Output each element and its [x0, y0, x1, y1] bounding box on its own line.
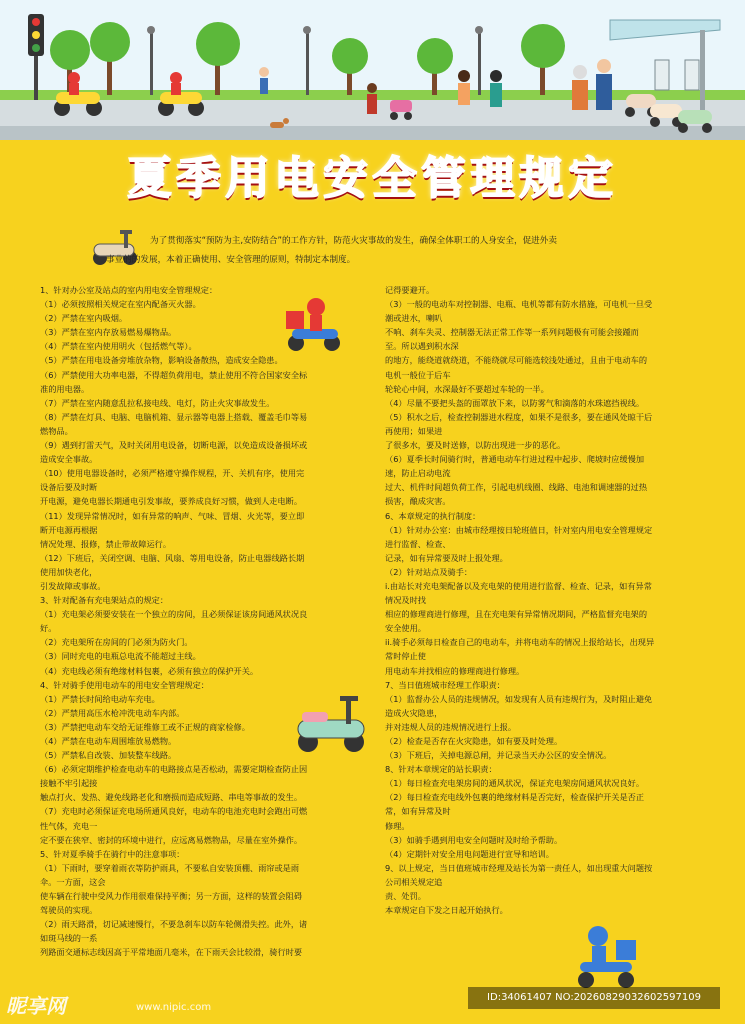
- rule-line: 如斑马线的一系: [40, 933, 98, 944]
- rule-line: 潮或进水，喇叭: [385, 313, 443, 324]
- rule-line: 燃物品。: [40, 425, 73, 436]
- intro-line: 事业的的发展，本着正确使用、安全管理的原则，特制定本制度。: [106, 255, 356, 265]
- rule-line: （1）针对办公室：由城市经理按日轮班值日，针对室内用电安全管理规定: [385, 524, 653, 535]
- pedestrian-icon: [367, 83, 377, 114]
- rule-line: 造成火灾隐患，: [385, 707, 443, 718]
- rule-line: （6）必须定期维护检查电动车的电路接点是否松动，需要定期检查防止因: [40, 764, 308, 775]
- page-title: 夏季用电安全管理规定: [127, 153, 618, 204]
- rule-line: （2）每日检查充电线外包裹的绝缘材料是否完好，检查保护开关是否正: [385, 792, 645, 803]
- rule-line: （1）必须按照相关规定在室内配备灭火器。: [40, 299, 201, 310]
- rule-line: （1）严禁长时间给电动车充电。: [40, 693, 160, 704]
- rule-line: （4）尽量不要把头盔的面罩放下来，以防雾气和滴落的水珠遮挡视线。: [385, 397, 645, 408]
- rule-line: i.由站长对充电架配备以及充电架的使用进行监督、检查、记录，如有异常: [385, 580, 652, 591]
- rule-line: 使车辆在行驶中受风力作用很难保持平衡；另一方面，这样的装置会阻碍: [40, 891, 303, 902]
- rule-line: （3）下班后，关掉电源总闸，并记录当天办公区的安全情况。: [385, 750, 612, 761]
- watermark-logo: 昵享网: [6, 994, 66, 1018]
- rule-line: （7）充电时必须保证充电场所通风良好，电动车的电池充电时会跑出可燃: [40, 806, 308, 817]
- rule-line: 驾驶员的实现。: [40, 905, 98, 916]
- watermark-url: www.nipic.com: [136, 1002, 212, 1013]
- watermark-id: ID:34061407 NO:20260829032602597109: [468, 987, 720, 1009]
- street-scene-illustration: [0, 0, 745, 140]
- rule-line: 损害，酿成灾害。: [385, 496, 451, 507]
- rule-line: 断开电源再根据: [40, 524, 98, 535]
- rule-line: （3）一般的电动车对控制器、电瓶、电机等都有防水措施，可电机一旦受: [385, 299, 653, 310]
- intro-line: 为了贯彻落实“预防为主,安防结合”的工作方针，防范火灾事故的发生，确保全体职工的人身安全，促进外卖: [150, 236, 557, 246]
- rule-line: 轮轮心中间，水深最好不要超过车轮的一半。: [385, 383, 549, 394]
- rule-line: 引发故障或事故。: [40, 580, 106, 591]
- delivery-rider-icon: [570, 920, 642, 990]
- rule-line: 至。所以遇到积水深: [385, 341, 459, 352]
- rule-line: 不响、刹车失灵、控制器无法正常工作等一系列问题极有可能会接踵而: [385, 327, 639, 338]
- rule-line: （2）严禁用高压水枪冲洗电动车内部。: [40, 707, 185, 718]
- rule-line: 定不要在狭窄、密封的环境中进行，应远离易燃物品，尽量在室外操作。: [40, 834, 303, 845]
- rule-line: 准的用电器。: [40, 383, 90, 394]
- rule-line: 情况处理、报修，禁止带故障运行。: [40, 538, 172, 549]
- rule-line: （2）针对站点及骑手：: [385, 566, 473, 577]
- rule-line: 开电源，避免电器长期通电引发事故，要养成良好习惯，做到人走电断。: [40, 496, 303, 507]
- rule-line: （1）下雨时，要穿着雨衣等防护雨具，不要私自安装顶棚、雨帘或是雨: [40, 862, 300, 873]
- pedestrian-icon: [572, 65, 588, 110]
- rule-line: （2）充电架所在房间的门必须为防火门。: [40, 637, 193, 648]
- rule-line: 进行监督、检查、: [385, 538, 451, 549]
- rule-line: 记得要避开。: [385, 285, 435, 295]
- rule-line: 性气体，充电一: [40, 820, 98, 831]
- rule-line: 公司相关规定追: [385, 876, 443, 887]
- rule-line: （5）积水之后，检查控制器进水程度，如果不是很多，要在通风处晾干后: [385, 411, 653, 422]
- rule-line: 情况及时找: [385, 595, 426, 606]
- rule-line: 设备后要及时断: [40, 482, 98, 493]
- rule-line: 常，如有异常及时: [385, 806, 451, 817]
- rule-line: （1）每日检查充电架房间的通风状况，保证充电架房间通风状况良好。: [385, 778, 645, 789]
- rule-line: 电机一般位于后车: [385, 369, 451, 380]
- rule-line: 4、针对骑手使用电动车的用电安全管理规定：: [40, 679, 209, 690]
- rule-line: （4）定期针对安全用电问题进行宣导和培训。: [385, 848, 554, 859]
- sidewalk: [0, 126, 745, 140]
- rule-line: （1）监督办公人员的违规情况，如发现有人员有违规行为，及时阻止避免: [385, 693, 653, 704]
- rule-line: 接触不牢引起接: [40, 778, 98, 789]
- pedestrian-icon: [458, 70, 470, 105]
- pedestrian-icon: [259, 67, 269, 94]
- rule-line: （4）充电线必须有绝缘材料包裹，必须有独立的保护开关。: [40, 665, 259, 676]
- rule-line: 7、当日值班城市经理工作职责：: [385, 679, 505, 690]
- rule-line: （3）如骑手遇到用电安全问题时及时给予帮助。: [385, 834, 563, 845]
- rule-line: 8、针对本章规定的站长职责：: [385, 764, 497, 775]
- rule-line: 修理。: [385, 820, 410, 831]
- rule-line: 1、针对办公室及站点的室内用电安全管理规定：: [40, 285, 218, 295]
- rule-line: ii.骑手必须每日检查自己的电动车，并将电动车的情况上报给站长，出现异: [385, 637, 655, 648]
- rule-line: 安全使用。: [385, 623, 426, 634]
- rule-line: 列路面交通标志线因高于平常地面几毫米，在下雨天会比较滑，骑行时要: [40, 947, 303, 958]
- intro-paragraph: [106, 232, 710, 270]
- rule-line: 再使用；如果进: [385, 425, 443, 436]
- rule-line: （10）使用电器设备时，必须严格遵守操作规程，开、关机有序，使用完: [40, 468, 305, 479]
- delivery-rider-icon: [282, 293, 346, 353]
- rule-line: （6）夏季长时间骑行时，普通电动车行进过程中起步、爬坡时应缓慢加: [385, 454, 645, 465]
- rule-line: （2）严禁在室内吸烟。: [40, 313, 128, 324]
- staff-icon: [596, 59, 612, 110]
- rule-line: （11）发现异常情况时，如有异常的响声、气味、冒烟、火光等，要立即: [40, 510, 305, 521]
- scooter-icon: [290, 690, 372, 756]
- rule-line: （3）同时充电的电瓶总电流不能超过主线。: [40, 651, 201, 662]
- rule-line: （1）充电架必须要安装在一个独立的房间，且必须保证该房间通风状况良: [40, 609, 308, 620]
- rule-line: （12）下班后，关闭空调、电脑、风扇、等用电设备，防止电器线路长期: [40, 552, 305, 563]
- rule-line: 的地方，能绕道就绕道，不能绕就尽可能选较浅处通过，且由于电动车的: [385, 355, 648, 366]
- rule-line: （3）严禁在室内存放易燃易爆物品。: [40, 327, 177, 338]
- pedestrian-icon: [490, 70, 502, 107]
- rule-line: 速，防止启动电流: [385, 468, 451, 479]
- rule-line: （5）严禁在用电设备旁堆放杂物，影响设备散热，造成安全隐患。: [40, 355, 283, 366]
- rule-line: 用电动车并找相应的修理商进行修理。: [385, 665, 525, 676]
- rule-line: 6、本章规定的执行制度：: [385, 510, 481, 521]
- rule-line: 了很多水，要及时送修，以防出现进一步的恶化。: [385, 440, 566, 451]
- left-column: [40, 283, 372, 960]
- rule-line: 造成安全事故。: [40, 454, 98, 465]
- right-column: [385, 283, 720, 917]
- rule-line: （2）检查是否存在火灾隐患，如有要及时处理。: [385, 736, 563, 746]
- rule-line: （6）严禁使用大功率电器，不得超负荷用电，禁止使用不符合国家安全标: [40, 369, 308, 380]
- rule-line: （3）严禁把电动车交给无证维修工或不正规的商家检修。: [40, 721, 250, 732]
- rule-line: 过大、机件时间超负荷工作，引起电机线圈、线路、电池和调速器的过热: [385, 482, 648, 493]
- rule-line: 本章规定自下发之日起开始执行。: [385, 905, 508, 916]
- rule-line: 责、处罚。: [385, 891, 426, 902]
- rule-line: （8）严禁在灯具、电脑、电脑机箱、显示器等电器上搭载、覆盖毛巾等易: [40, 411, 308, 422]
- rule-line: 3、针对配备有充电架站点的规定：: [40, 595, 169, 606]
- rule-line: （4）严禁在电动车周围堆放易燃物。: [40, 736, 177, 746]
- rule-line: 常时停止使: [385, 651, 426, 662]
- rule-line: 记录，如有异常要及时上报处理。: [385, 552, 508, 563]
- rule-line: 9、以上规定，当日值班城市经理及站长为第一责任人，如出现重大问题按: [385, 862, 653, 873]
- rule-line: 好。: [40, 623, 57, 634]
- rule-line: （4）严禁在室内使用明火（包括燃气等）。: [40, 341, 197, 352]
- rule-line: 触点打火、发热、避免线路老化和磨损而造成短路、串电等事故的发生。: [40, 792, 303, 803]
- rule-line: （9）遇到打雷天气，及时关闭用电设备，切断电源，以免造成设备损坏或: [40, 440, 308, 451]
- rule-line: 并对违规人员的违规情况进行上报。: [385, 721, 517, 732]
- rule-line: 使用加快老化，: [40, 566, 98, 577]
- rule-line: （5）严禁私自改装、加装整车线路。: [40, 750, 177, 761]
- rule-line: 伞。一方面，这会: [40, 876, 106, 887]
- rule-line: 5、针对夏季骑手在骑行中的注意事项：: [40, 848, 185, 859]
- rule-line: （7）严禁在室内随意乱拉私接电线、电灯，防止火灾事故发生。: [40, 397, 275, 408]
- rule-line: （2）雨天路滑，切记减速慢行，不要急刹车以防车轮侧滑失控。此外，诸: [40, 919, 308, 930]
- rule-line: 相应的修理商进行修理，且在充电架有异常情况期间，严格监督充电架的: [385, 609, 648, 620]
